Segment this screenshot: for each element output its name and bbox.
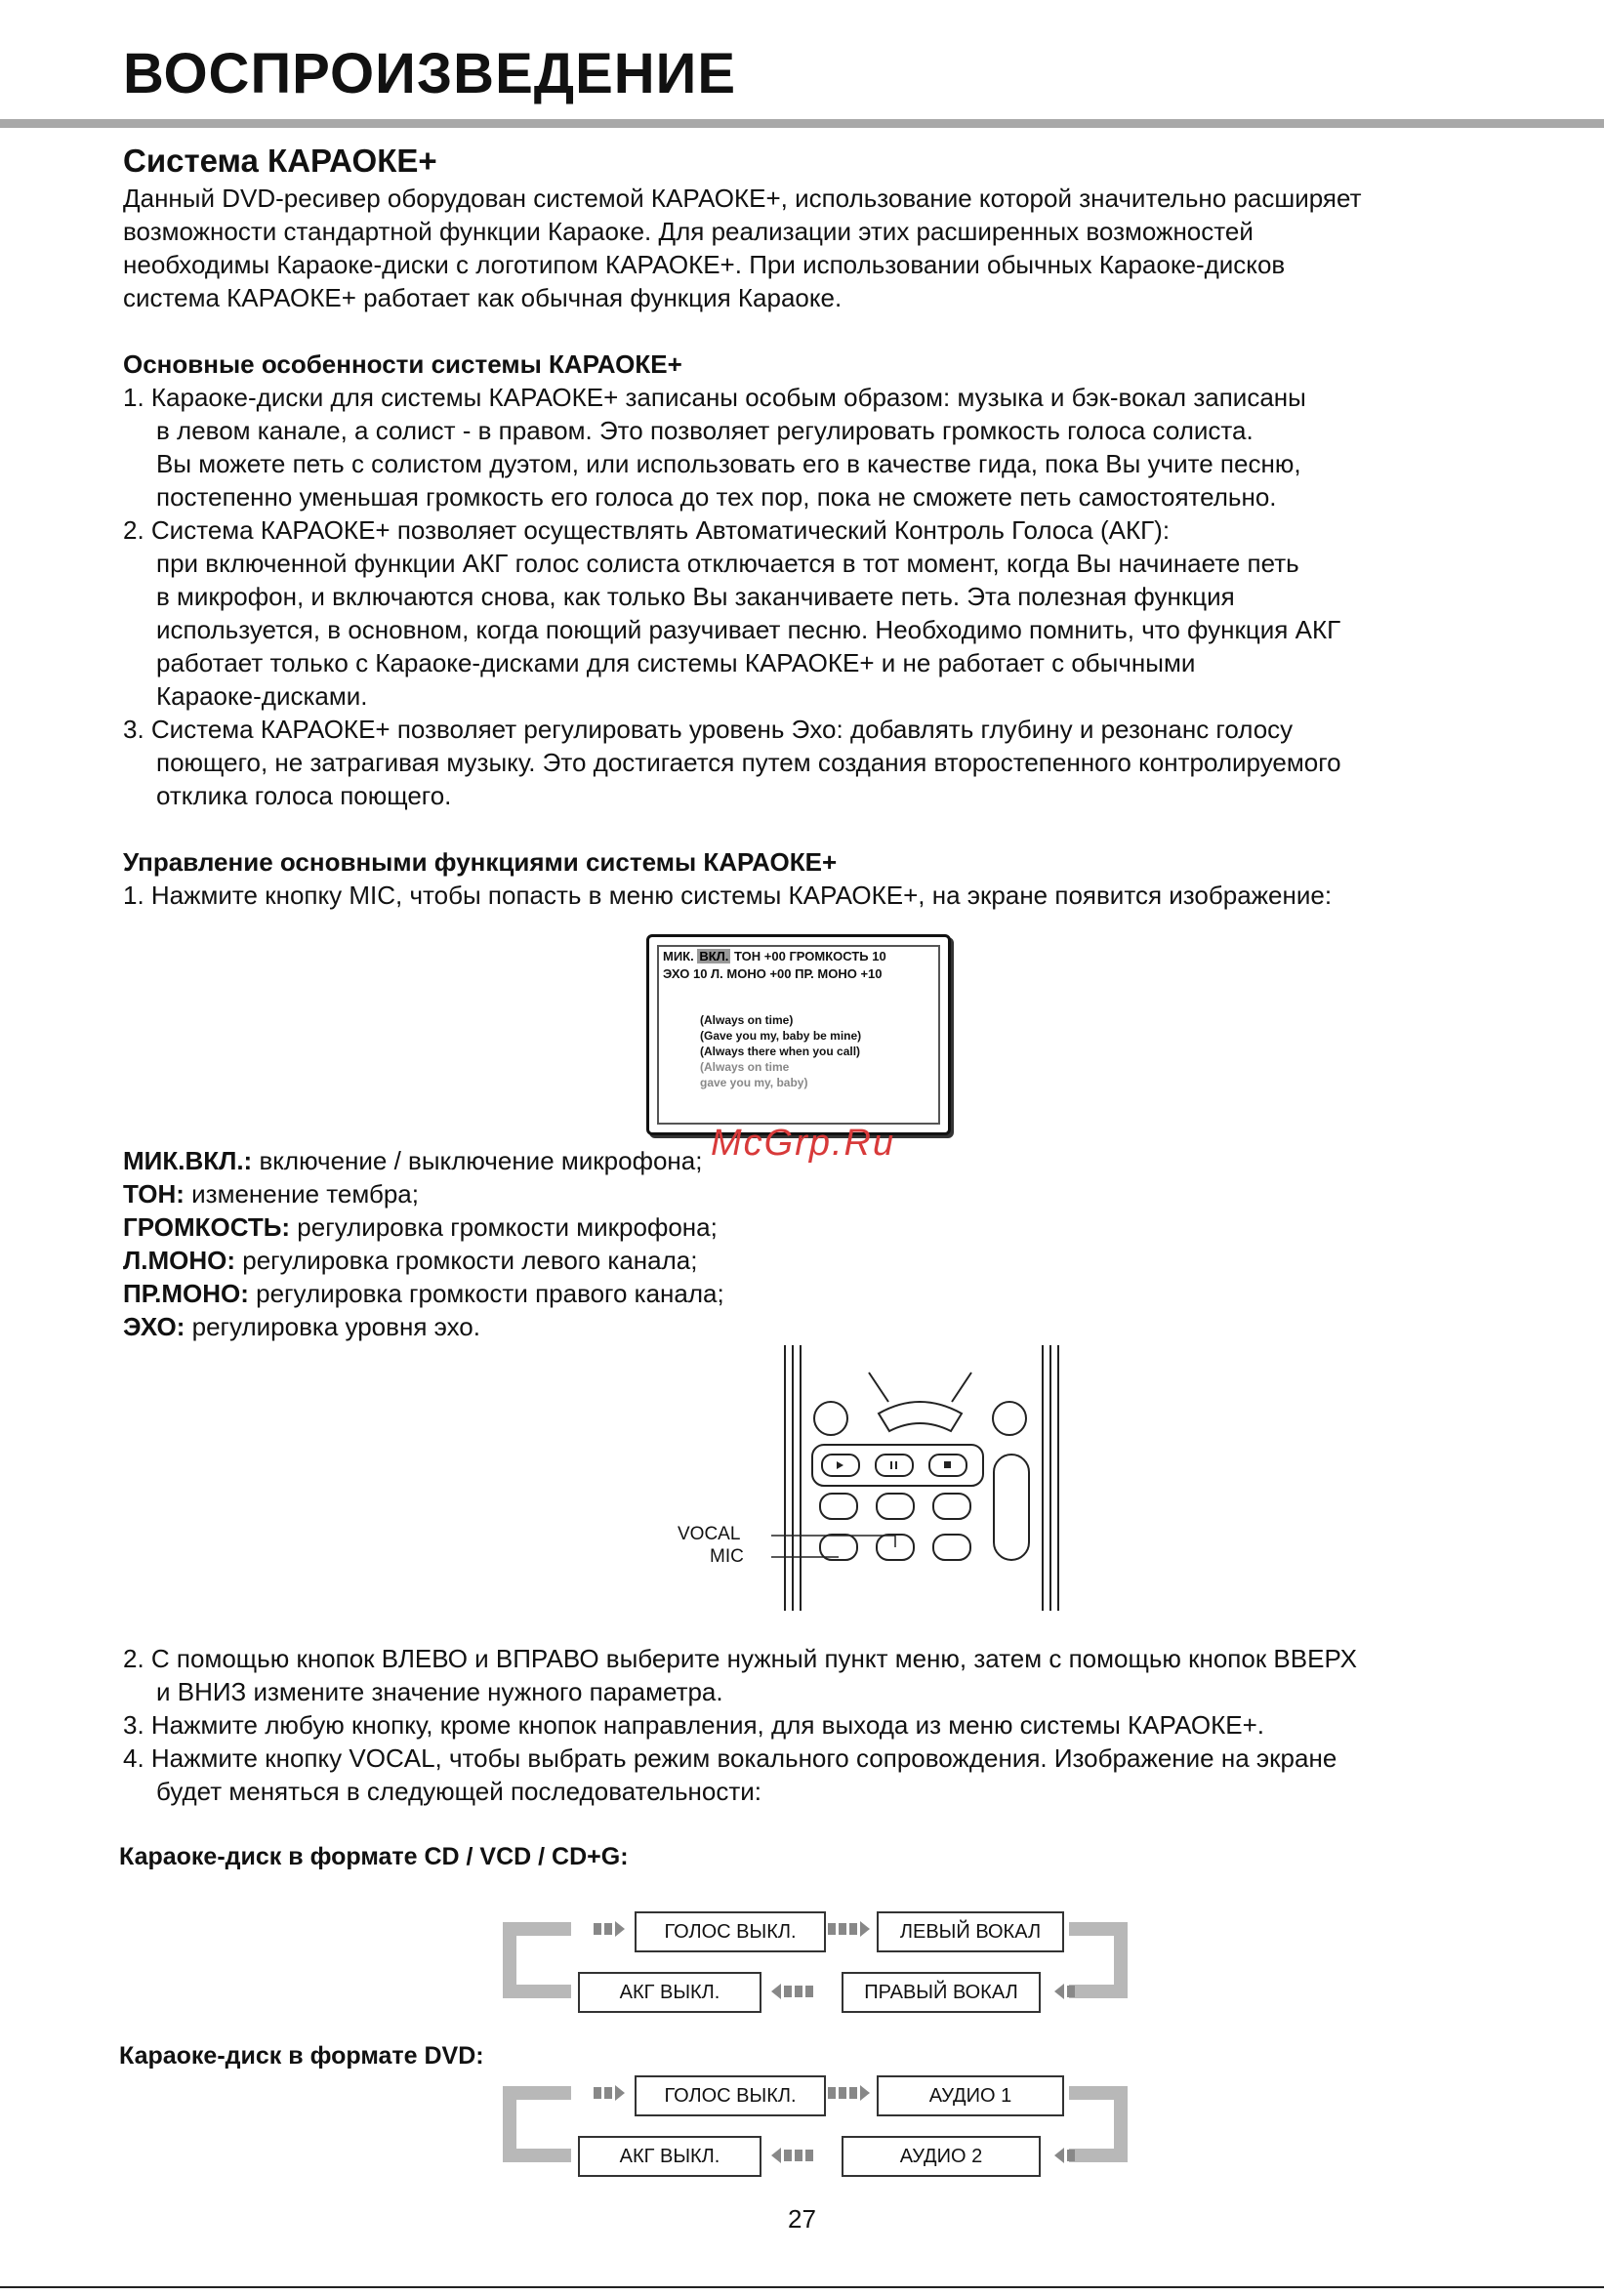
pause-button[interactable] — [876, 1455, 913, 1476]
stop-icon — [944, 1461, 951, 1468]
feature-line: в левом канале, а солист - в правом. Это позволяет регулировать громкость голоса солиста. — [156, 416, 1254, 445]
definition-text: регулировка громкости микрофона; — [290, 1212, 718, 1242]
flow-cd-heading: Караоке-диск в формате CD / VCD / CD+G: — [119, 1843, 629, 1870]
lyric-line-dim: gave you my, baby) — [700, 1076, 808, 1089]
osd-mic-value: ВКЛ. — [699, 949, 729, 964]
intro-line: возможности стандартной функции Караоке. Для реализации этих расширенных возможностей — [123, 217, 1254, 246]
flow-box-audio-2: АУДИО 2 — [842, 2136, 1041, 2177]
intro-line: система КАРАОКЕ+ работает как обычная функция Караоке. — [123, 283, 843, 312]
feature-line: отклика голоса поющего. — [156, 781, 452, 810]
flow-box-left-vocal: ЛЕВЫЙ ВОКАЛ — [877, 1911, 1064, 1952]
intro-paragraph — [123, 182, 1361, 314]
definitions-list — [123, 1144, 724, 1343]
pause-icon — [890, 1461, 892, 1469]
flow-box-right-vocal: ПРАВЫЙ ВОКАЛ — [842, 1972, 1041, 2013]
flow-box-voice-off: ГОЛОС ВЫКЛ. — [635, 1911, 826, 1952]
title-rule — [0, 119, 1604, 128]
lyric-line: (Always on time) — [700, 1013, 794, 1027]
definition-text: регулировка громкости левого канала; — [235, 1246, 698, 1275]
definition-text: изменение тембра; — [184, 1179, 419, 1209]
volume-rocker[interactable] — [994, 1455, 1029, 1560]
lyric-line-dim: (Always on time — [700, 1060, 790, 1074]
remote-control-illustration — [771, 1345, 1084, 1611]
definition-item — [123, 1177, 724, 1210]
definition-term: ПР.МОНО: — [123, 1279, 249, 1308]
flow-box-audio-1: АУДИО 1 — [877, 2075, 1064, 2116]
step-line: будет меняться в следующей последовательности: — [156, 1777, 762, 1806]
feature-line: в микрофон, и включаются снова, как только Вы заканчиваете петь. Эта полезная функция — [156, 582, 1235, 611]
osd-row-2: ЭХО 10 Л. МОНО +00 ПР. МОНО +10 — [663, 966, 883, 981]
flow-cd-diagram — [0, 1911, 1604, 2009]
remote-button[interactable] — [820, 1494, 857, 1519]
definition-text: включение / выключение микрофона; — [252, 1146, 703, 1175]
lyric-line: (Always there when you call) — [700, 1045, 861, 1058]
feature-line: поющего, не затрагивая музыку. Это достигается путем создания второстепенного контролируемого — [156, 748, 1341, 777]
features-list — [123, 381, 1341, 812]
definition-text: регулировка уровня эхо. — [185, 1312, 480, 1341]
flow-box-voice-off: ГОЛОС ВЫКЛ. — [635, 2075, 826, 2116]
definition-item — [123, 1144, 724, 1177]
flow-box-akg-off: АКГ ВЫКЛ. — [578, 1972, 761, 2013]
bottom-rule — [0, 2286, 1604, 2288]
feature-line: 1. Караоке-диски для системы КАРАОКЕ+ записаны особым образом: музыка и бэк-вокал записаны — [123, 383, 1306, 412]
step-line: и ВНИЗ измените значение нужного параметра. — [156, 1677, 723, 1706]
feature-line: 3. Система КАРАОКЕ+ позволяет регулировать уровень Эхо: добавлять глубину и резонанс голосу — [123, 715, 1294, 744]
intro-line: необходимы Караоке-диски с логотипом КАРАОКЕ+. При использовании обычных Караоке-дисков — [123, 250, 1286, 279]
definition-text: регулировка громкости правого канала; — [248, 1279, 724, 1308]
step-line: 2. С помощью кнопок ВЛЕВО и ВПРАВО выберите нужный пункт меню, затем с помощью кнопок ВВЕРХ — [123, 1644, 1357, 1673]
steps-list — [123, 1642, 1357, 1808]
play-icon — [837, 1461, 843, 1469]
definition-item — [123, 1244, 724, 1277]
osd-row-1 — [663, 949, 886, 964]
watermark: McGrp.Ru — [711, 1123, 896, 1164]
control-step-1: 1. Нажмите кнопку MIC, чтобы попасть в меню системы КАРАОКЕ+, на экране появится изображение: — [123, 881, 1333, 910]
definition-term: МИК.ВКЛ.: — [123, 1146, 253, 1175]
osd-mic-label: МИК. — [663, 949, 694, 964]
definition-item — [123, 1210, 724, 1244]
remote-button[interactable] — [877, 1494, 914, 1519]
step-line: 3. Нажмите любую кнопку, кроме кнопок направления, для выхода из меню системы КАРАОКЕ+. — [123, 1710, 1265, 1740]
feature-line: постепенно уменьшая громкость его голоса до тех пор, пока не сможете петь самостоятельно. — [156, 482, 1277, 512]
definition-item — [123, 1277, 724, 1310]
feature-line: Караоке-дисками. — [156, 681, 368, 711]
section-heading: Система КАРАОКЕ+ — [123, 143, 437, 179]
intro-line: Данный DVD-ресивер оборудован системой КАРАОКЕ+, использование которой значительно расширяет — [123, 184, 1362, 213]
osd-row-1-rest: ТОН +00 ГРОМКОСТЬ 10 — [734, 949, 886, 964]
definition-item — [123, 1310, 724, 1343]
feature-line: 2. Система КАРАОКЕ+ позволяет осуществлять Автоматический Контроль Голоса (АКГ): — [123, 515, 1171, 545]
definition-term: Л.МОНО: — [123, 1246, 236, 1275]
flow-dvd-diagram — [0, 2075, 1604, 2173]
page-title: ВОСПРОИЗВЕДЕНИЕ — [123, 42, 737, 105]
remote-button[interactable] — [933, 1535, 970, 1560]
lyric-line: (Gave you my, baby be mine) — [700, 1029, 862, 1043]
flow-box-akg-off: АКГ ВЫКЛ. — [578, 2136, 761, 2177]
definition-term: ТОН: — [123, 1179, 185, 1209]
vocal-label: VOCAL — [678, 1524, 741, 1544]
feature-line: используется, в основном, когда поющий разучивает песню. Необходимо помнить, что функция АКГ — [156, 615, 1341, 644]
mic-label: MIC — [710, 1546, 744, 1567]
definition-term: ГРОМКОСТЬ: — [123, 1212, 291, 1242]
definition-term: ЭХО: — [123, 1312, 185, 1341]
features-heading: Основные особенности системы КАРАОКЕ+ — [123, 349, 682, 379]
mic-button[interactable] — [820, 1535, 857, 1560]
flow-dvd-heading: Караоке-диск в формате DVD: — [119, 2042, 484, 2070]
step-line: 4. Нажмите кнопку VOCAL, чтобы выбрать режим вокального сопровождения. Изображение на экране — [123, 1743, 1337, 1773]
feature-line: при включенной функции АКГ голос солиста отключается в тот момент, когда Вы начинаете петь — [156, 549, 1299, 578]
karaoke-osd-screen — [646, 934, 951, 1135]
feature-line: работает только с Караоке-дисками для системы КАРАОКЕ+ и не работает с обычными — [156, 648, 1196, 677]
page-number: 27 — [788, 2204, 816, 2234]
remote-button[interactable] — [933, 1494, 970, 1519]
feature-line: Вы можете петь с солистом дуэтом, или использовать его в качестве гида, пока Вы учите песню, — [156, 449, 1301, 478]
control-heading: Управление основными функциями системы КАРАОКЕ+ — [123, 847, 838, 877]
